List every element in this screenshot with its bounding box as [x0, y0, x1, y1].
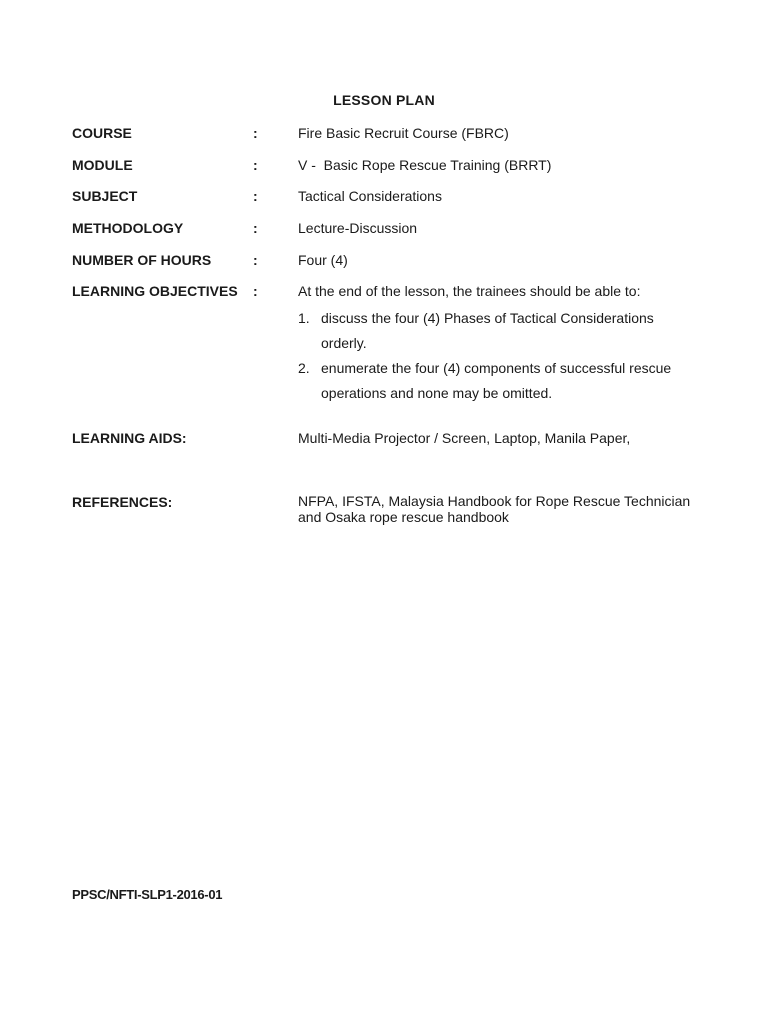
list-item-text: discuss the four (4) Phases of Tactical Considerations orderly.: [321, 310, 654, 351]
objectives-list: [298, 306, 698, 406]
references-label: REFERENCES:: [72, 494, 173, 510]
objectives-separator: :: [253, 283, 258, 299]
module-value: V - Basic Rope Rescue Training (BRRT): [298, 157, 552, 173]
methodology-label: METHODOLOGY: [72, 220, 184, 236]
hours-label: NUMBER OF HOURS: [72, 252, 212, 268]
list-item: [298, 306, 698, 356]
list-item: [298, 356, 698, 406]
document-code: PPSC/NFTI-SLP1-2016-01: [72, 887, 223, 902]
course-label: COURSE: [72, 125, 132, 141]
objectives-label: LEARNING OBJECTIVES: [72, 283, 238, 299]
subject-label: SUBJECT: [72, 188, 138, 204]
document-title: LESSON PLAN: [333, 92, 435, 108]
subject-separator: :: [253, 188, 258, 204]
list-item-number: 2.: [298, 360, 310, 376]
subject-value: Tactical Considerations: [298, 188, 442, 204]
aids-label: LEARNING AIDS:: [72, 430, 187, 446]
methodology-separator: :: [253, 220, 258, 236]
hours-value: Four (4): [298, 252, 348, 268]
aids-value: Multi-Media Projector / Screen, Laptop, Manila Paper,: [298, 430, 631, 446]
list-item-text: enumerate the four (4) components of successful rescue operations and none may be omitted.: [321, 360, 672, 401]
objectives-block: [298, 282, 698, 406]
references-value: NFPA, IFSTA, Malaysia Handbook for Rope Rescue Technician and Osaka rope rescue handbook: [298, 493, 691, 525]
module-label: MODULE: [72, 157, 133, 173]
objectives-intro: At the end of the lesson, the trainees should be able to:: [298, 283, 641, 299]
module-separator: :: [253, 157, 258, 173]
list-item-number: 1.: [298, 310, 310, 326]
hours-separator: :: [253, 252, 258, 268]
course-separator: :: [253, 125, 258, 141]
methodology-value: Lecture-Discussion: [298, 220, 418, 236]
course-value: Fire Basic Recruit Course (FBRC): [298, 125, 509, 141]
